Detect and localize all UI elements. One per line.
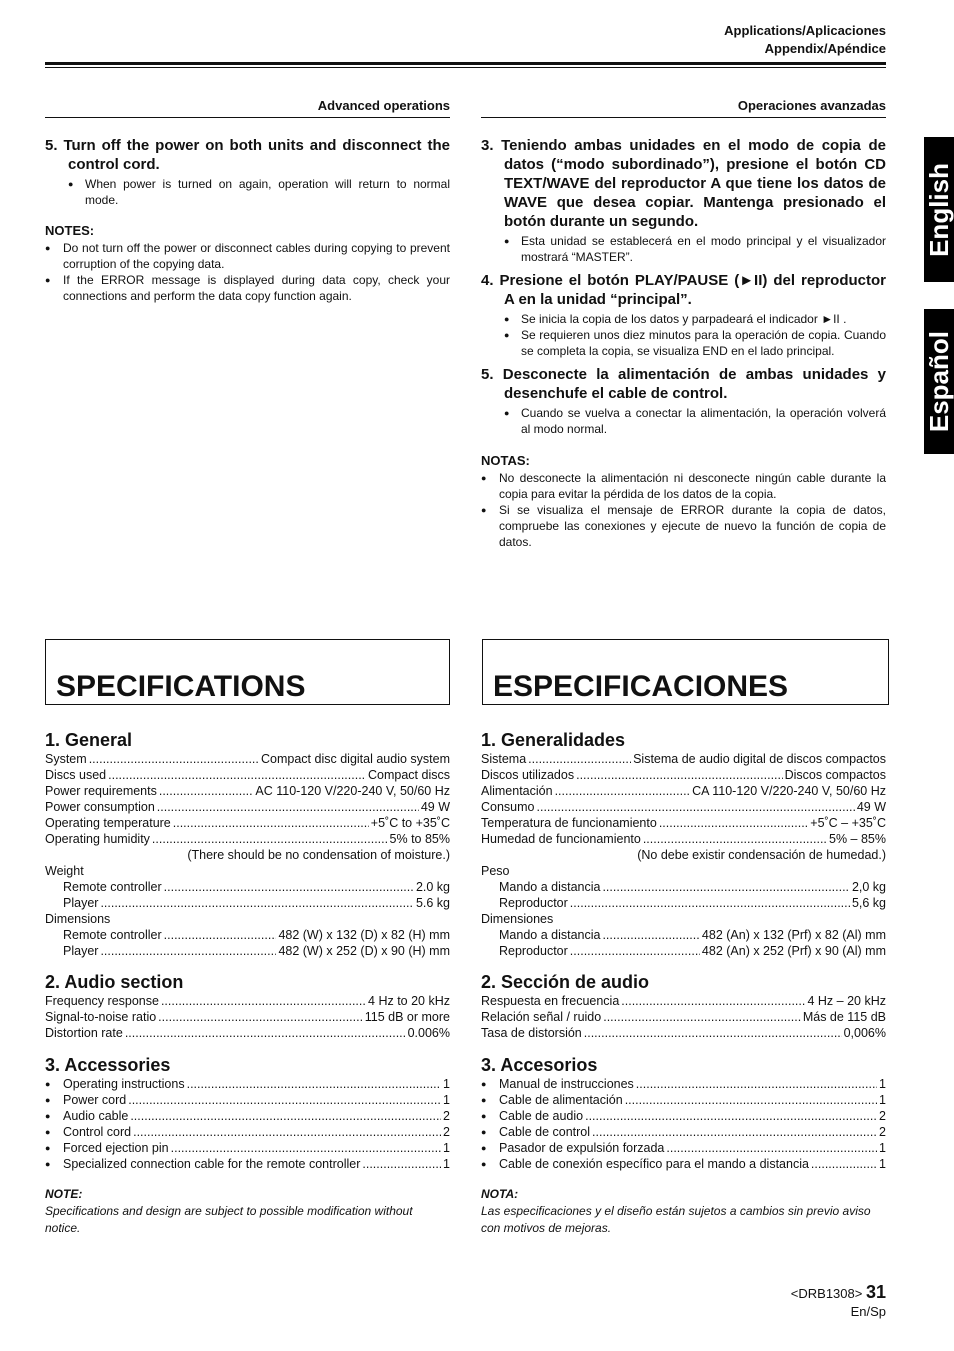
header-rule-thin [45,67,886,68]
spec-value: 5% – 85% [829,832,886,846]
leader-dots [537,799,855,815]
spec-value: 2 [879,1109,886,1123]
section-title: Operaciones avanzadas [481,98,886,118]
leader-dots [659,815,808,831]
dimensions-label: Dimensiones [481,912,554,926]
spec-row [45,815,450,831]
spec-value: Más de 115 dB [802,1010,886,1024]
spec-value: 2.0 kg [415,880,450,894]
note-title: NOTA: [481,1187,519,1201]
leader-dots [128,1092,441,1108]
spec-value: +5˚C to +35˚C [370,816,450,830]
spec-row [45,831,450,847]
accessory-item [45,1156,450,1172]
spec-row [45,943,450,959]
spec-label: Humedad de funcionamiento [481,832,641,846]
spec-label: ● Manual de instrucciones [499,1077,634,1091]
spec-value: 2 [443,1125,450,1139]
leader-dots [171,1140,441,1156]
leader-dots [570,943,700,959]
step-5: 5. Desconecte la alimentación de ambas unidades y desenchufe el cable de control. [481,366,886,402]
spec-row [481,767,886,783]
spec-row [45,927,450,943]
spec-value: 482 (W) x 132 (D) x 82 (H) mm [278,928,450,942]
leader-dots [158,1009,363,1025]
step-4-bullet: ● Se inicia la copia de los datos y parpadeará el indicador ►II . [481,311,886,327]
spec-value: 2 [443,1109,450,1123]
leader-dots [161,993,366,1009]
specifications-title-box [45,639,450,705]
spec-value: AC 110-120 V/220-240 V, 50/60 Hz [255,784,450,798]
note-item: ● If the ERROR message is displayed during data copy, check your connections and perform the data copy function again. [45,272,450,304]
tab-english[interactable] [924,137,954,282]
spec-label: Power consumption [45,800,155,814]
spec-label: Signal-to-noise ratio [45,1010,157,1024]
condensation-note: (No debe existir condensación de humedad.) [637,848,886,862]
spec-label: System [45,752,87,766]
spec-label: Remote controller [63,880,162,894]
spec-label: ● Forced ejection pin [63,1141,169,1155]
spec-label: Distortion rate [45,1026,123,1040]
spec-value: 1 [443,1157,450,1171]
doc-code: <DRB1308> [790,1286,863,1301]
spec-label: Reproductor [499,896,568,910]
step-5-bullet: ● When power is turned on again, operation will return to normal mode. [45,176,450,208]
spec-value: 4 Hz to 20 kHz [368,994,450,1008]
spec-row [481,799,886,815]
spec-value: 1 [443,1077,450,1091]
accessory-item [481,1156,886,1172]
leader-dots [100,895,414,911]
spec-value: 49 W [856,800,886,814]
spec-label: Reproductor [499,944,568,958]
specifications-es [481,729,886,1237]
note-text: Las especificaciones y el diseño están sujetos a cambios sin previo aviso con motivos de mejoras. [481,1204,871,1235]
spec-label: Relación señal / ruido [481,1010,602,1024]
spec-value: Compact discs [368,768,450,782]
spec-label: Power requirements [45,784,157,798]
spec-row [45,751,450,767]
spec-label: Temperatura de funcionamiento [481,816,657,830]
spec-label: ● Cable de conexión específico para el mando a distancia [499,1157,809,1171]
spec-row [481,943,886,959]
leader-dots [592,1124,877,1140]
leader-dots [187,1076,441,1092]
language-code: En/Sp [850,1304,886,1319]
leader-dots [164,879,414,895]
spec-row [481,783,886,799]
right-advanced-ops [481,98,886,550]
page-header [724,22,886,58]
accessory-item [481,1140,886,1156]
specifications-title: SPECIFICATIONS [56,670,306,703]
weight-label: Weight [45,864,84,878]
accessory-item [481,1092,886,1108]
step-5-bullet: ● Cuando se vuelva a conectar la alimentación, la operación volverá al modo normal. [481,405,886,437]
leader-dots [108,767,366,783]
especificaciones-title: ESPECIFICACIONES [493,670,789,703]
spec-value: 1 [879,1093,886,1107]
spec-value: 115 dB or more [364,1010,450,1024]
spec-label: ● Cable de alimentación [499,1093,623,1107]
spec-value: 1 [443,1141,450,1155]
spec-row [481,895,886,911]
leader-dots [89,751,259,767]
spec-label: Discs used [45,768,107,782]
step-5: 5. Turn off the power on both units and disconnect the control cord. [45,137,450,173]
spec-row [45,767,450,783]
page-number: 31 [865,1282,886,1302]
spec-label: Alimentación [481,784,553,798]
spec-label: Discos utilizados [481,768,575,782]
spec-value: 1 [879,1077,886,1091]
general-heading: 1. General [45,730,133,750]
spec-row [481,1009,886,1025]
step-4: 4. Presione el botón PLAY/PAUSE (►II) del reproductor A en la unidad “principal”. [481,272,886,308]
spec-row [481,927,886,943]
leader-dots [666,1140,877,1156]
audio-heading: 2. Audio section [45,972,184,992]
spec-label: ● Cable de control [499,1125,591,1139]
spec-label: ● Power cord [63,1093,127,1107]
note-item: ● Do not turn off the power or disconnect cables during copying to prevent corruption of the copying data. [45,240,450,272]
leader-dots [602,927,699,943]
spec-row [45,993,450,1009]
spec-row [481,815,886,831]
spec-label: Respuesta en frecuencia [481,994,620,1008]
spec-label: Mando a distancia [499,928,601,942]
spec-label: ● Cable de audio [499,1109,584,1123]
accessory-item [481,1108,886,1124]
spec-label: ● Specialized connection cable for the remote controller [63,1157,361,1171]
leader-dots [133,1124,441,1140]
spec-label: ● Audio cable [63,1109,129,1123]
left-advanced-ops [45,98,450,304]
tab-espanol[interactable] [924,309,954,454]
spec-label: ● Operating instructions [63,1077,185,1091]
spec-label: Operating humidity [45,832,150,846]
spec-label: Frequency response [45,994,159,1008]
accessory-item [45,1092,450,1108]
leader-dots [636,1076,877,1092]
leader-dots [625,1092,877,1108]
leader-dots [173,815,369,831]
specifications-en [45,729,450,1237]
leader-dots [125,1025,406,1041]
spec-value: 1 [879,1157,886,1171]
header-rule [45,62,886,65]
spec-label: ● Pasador de expulsión forzada [499,1141,665,1155]
spec-row [45,1009,450,1025]
spec-label: Player [63,944,99,958]
spec-row [45,799,450,815]
notes-title: NOTES: [45,223,95,238]
spec-value: 482 (An) x 132 (Prf) x 82 (Al) mm [701,928,886,942]
note-title: NOTE: [45,1187,83,1201]
spec-value: +5˚C – +35˚C [810,816,886,830]
spec-row [481,879,886,895]
leader-dots [159,783,254,799]
spec-value: 482 (W) x 252 (D) x 90 (H) mm [278,944,450,958]
audio-heading: 2. Sección de audio [481,972,650,992]
accessories-heading: 3. Accessories [45,1055,171,1075]
leader-dots [621,993,805,1009]
section-title: Advanced operations [45,98,450,118]
spec-value: 5% to 85% [389,832,450,846]
spec-row [481,993,886,1009]
note-item: ● No desconecte la alimentación ni desconecte ningún cable durante la copia para evitar la pérdida de los datos de la copia. [481,470,886,502]
leader-dots [602,879,849,895]
spec-label: ● Control cord [63,1125,132,1139]
spec-row [481,1025,886,1041]
spec-value: 2,0 kg [851,880,886,894]
accessory-item [45,1140,450,1156]
leader-dots [643,831,827,847]
spec-label: Consumo [481,800,535,814]
leader-dots [576,767,782,783]
spec-value: Compact disc digital audio system [261,752,450,766]
spec-value: 0.006% [407,1026,450,1040]
step-3: 3. Teniendo ambas unidades en el modo de copia de datos (“modo subordinado”), presione el botón CD TEXT/WAVE del reproductor A que tiene los datos de WAVE que desea copiar. Mantenga presionado el botón durante un segundo. [481,137,886,230]
spec-row [481,831,886,847]
leader-dots [811,1156,877,1172]
general-heading: 1. Generalidades [481,730,626,750]
note-text: Specifications and design are subject to possible modification without notice. [45,1204,413,1235]
spec-value: 4 Hz – 20 kHz [807,994,886,1008]
spec-value: 0,006% [843,1026,886,1040]
accessory-item [481,1076,886,1092]
spec-row [45,895,450,911]
leader-dots [157,799,419,815]
leader-dots [152,831,388,847]
page-footer [791,1283,886,1321]
spec-row [45,1025,450,1041]
leader-dots [584,1025,842,1041]
dimensions-label: Dimensions [45,912,111,926]
step-3-bullet: ● Esta unidad se establecerá en el modo principal y el visualizador mostrará “MASTER”. [481,233,886,265]
tab-espanol-label: Español [923,330,954,433]
spec-value: 49 W [420,800,450,814]
leader-dots [603,1009,801,1025]
leader-dots [100,943,276,959]
header-line-1: Applications/Aplicaciones [724,23,886,38]
spec-value: 1 [879,1141,886,1155]
spec-label: Remote controller [63,928,162,942]
weight-label: Peso [481,864,510,878]
accessories-heading: 3. Accesorios [481,1055,598,1075]
leader-dots [130,1108,441,1124]
spec-row [481,751,886,767]
spec-label: Operating temperature [45,816,171,830]
spec-value: Discos compactos [784,768,886,782]
step-4-bullet: ● Se requieren unos diez minutos para la operación de copia. Cuando se completa la copia, se visualiza END en el lado principal. [481,327,886,359]
notes-title: NOTAS: [481,453,530,468]
spec-row [45,783,450,799]
spec-value: 5,6 kg [851,896,886,910]
header-line-2: Appendix/Apéndice [764,41,886,56]
accessory-item [45,1108,450,1124]
spec-value: Sistema de audio digital de discos compactos [633,752,886,766]
spec-label: Mando a distancia [499,880,601,894]
condensation-note: (There should be no condensation of moisture.) [187,848,450,862]
spec-row [45,879,450,895]
spec-value: 5.6 kg [415,896,450,910]
leader-dots [528,751,631,767]
spec-label: Player [63,896,99,910]
spec-value: CA 110-120 V/220-240 V, 50/60 Hz [692,784,886,798]
leader-dots [570,895,850,911]
tab-english-label: English [923,162,954,257]
spec-value: 1 [443,1093,450,1107]
leader-dots [555,783,691,799]
especificaciones-title-box [482,639,889,705]
note-item: ● Si se visualiza el mensaje de ERROR durante la copia de datos, compruebe las conexiones y ejecute de nuevo la función de copia de datos. [481,502,886,550]
leader-dots [585,1108,877,1124]
accessory-item [45,1076,450,1092]
spec-label: Tasa de distorsión [481,1026,582,1040]
accessory-item [45,1124,450,1140]
spec-value: 482 (An) x 252 (Prf) x 90 (Al) mm [701,944,886,958]
leader-dots [164,927,277,943]
accessory-item [481,1124,886,1140]
leader-dots [362,1156,441,1172]
spec-label: Sistema [481,752,527,766]
spec-value: 2 [879,1125,886,1139]
